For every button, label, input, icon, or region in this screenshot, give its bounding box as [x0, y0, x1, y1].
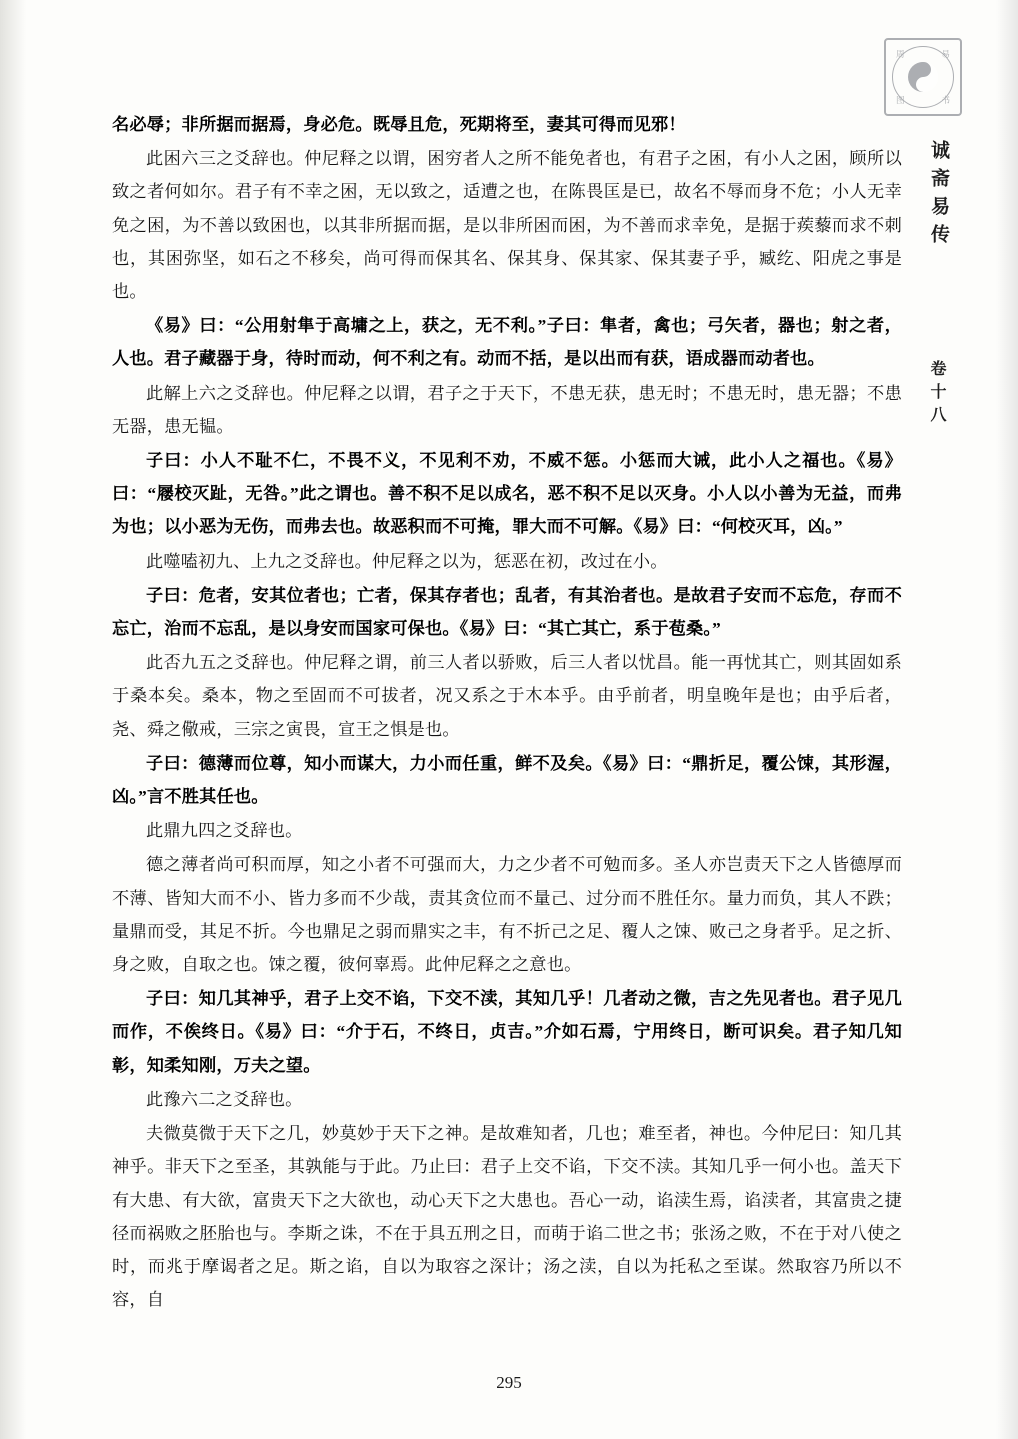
paragraph: 此否九五之爻辞也。仲尼释之谓，前三人者以骄败，后三人者以忧昌。能一再忧其亡，则其固如系于桑本矣。桑本，物之至固而不可拔者，况又系之于木本乎。由乎前者，明皇晚年是也；由乎后者，尧、舜之儆戒，三宗之寅畏，宣王之惧是也。: [112, 653, 902, 739]
seal-char-0: 周: [896, 49, 905, 59]
seal-characters: [893, 47, 953, 107]
seal-inner: [892, 46, 954, 108]
paragraph: 子曰：危者，安其位者也；亡者，保其存者也；乱者，有其治者也。是故君子安而不忘危，存而不忘亡，治而不忘乱，是以身安而国家可保也。《易》曰：“其亡其亡，系于苞桑。”: [112, 585, 902, 639]
paragraph: 德之薄者尚可积而厚，知之小者不可强而大，力之少者不可勉而多。圣人亦岂责天下之人皆德厚而不薄、皆知大而不小、皆力多而不少哉，责其贪位而不量己、过分而不胜任尔。量力而负，其人不跌；量鼎而受，其足不折。今也鼎足之弱而鼎实之丰，有不折己之足、覆人之𫗧、败己之身者乎。足之折、身之败，自取之也。𫗧之覆，彼何辜焉。此仲尼释之之意也。: [112, 855, 902, 975]
seal-char-1: 易: [941, 49, 950, 59]
seal-char-2: 图: [896, 94, 905, 105]
paragraph: 《易》曰：“公用射隼于高墉之上，获之，无不利。”子曰：隼者，禽也；弓矢者，器也；射之者，人也。君子藏器于身，待时而动，何不利之有。动而不括，是以出而有获，语成器而动者也。: [112, 316, 902, 369]
paragraph: 名必辱；非所据而据焉，身必危。既辱且危，死期将至，妻其可得而见邪！: [112, 115, 686, 134]
paragraph: 此鼎九四之爻辞也。: [146, 821, 303, 841]
paragraph: 子曰：德薄而位尊，知小而谋大，力小而任重，鲜不及矣。《易》曰：“鼎折足，覆公𫗧，其形渥，凶。”言不胜其任也。: [112, 753, 902, 807]
seal-char-3: 书: [941, 94, 950, 105]
paragraph: 子曰：小人不耻不仁，不畏不义，不见利不劝，不威不惩。小惩而大诫，此小人之福也。《易》曰：“屦校灭趾，无咎。”此之谓也。善不积不足以成名，恶不积不足以灭身。小人以小善为无益，而弗为也；以小恶为无伤，而弗去也。故恶积而不可掩，罪大而不可解。《易》曰：“何校灭耳，凶。”: [112, 451, 902, 537]
paragraph: 子曰：知几其神乎，君子上交不谄，下交不渎，其知几乎！几者动之微，吉之先见者也。君子见几而作，不俟终日。《易》曰：“介于石，不终日，贞吉。”介如石焉，宁用终日，断可识矣。君子知几知彰，知柔知刚，万夫之望。: [112, 989, 902, 1075]
page-number: 295: [496, 1373, 522, 1392]
paragraph: 此解上六之爻辞也。仲尼释之以谓，君子之于天下，不患无获，患无时；不患无时，患无器；不患无器，患无韫。: [112, 383, 902, 436]
taiji-seal-icon: [884, 38, 962, 116]
book-title-vertical: 诚斋易传: [928, 140, 949, 252]
paragraph: 此困六三之爻辞也。仲尼释之以谓，困穷者人之所不能免者也，有君子之困，有小人之困，顾所以致之者何如尔。君子有不幸之困，无以致之，适遭之也，在陈畏匡是已，故名不辱而身不危；小人无幸免之困，为不善以致困也，以其非所据而据，是以非所困而困，为不善而求幸免，是据于蒺藜而求不刺也，其困弥坚，如石之不移矣，尚可得而保其名、保其身、保其家、保其妻子乎，臧纥、阳虎之事是也。: [112, 149, 902, 302]
page-body: [112, 108, 902, 1317]
paragraph: 此噬嗑初九、上九之爻辞也。仲尼释之以为，惩恶在初，改过在小。: [146, 551, 668, 571]
volume-label-vertical: 卷十八: [928, 360, 945, 429]
paragraph: 此豫六二之爻辞也。: [146, 1089, 303, 1109]
paragraph: 夫微莫微于天下之几，妙莫妙于天下之神。是故难知者，几也；难至者，神也。今仲尼曰：知几其神乎。非天下之至圣，其孰能与于此。乃止曰：君子上交不谄，下交不渎。其知几乎一何小也。盖天下有大患、有大欲，富贵天下之大欲也，动心天下之大患也。吾心一动，谄渎生焉，谄渎者，其富贵之捷径而祸败之胚胎也与。李斯之诛，不在于具五刑之日，而萌于谄二世之书；张汤之败，不在于对八使之时，而兆于摩谒者之足。斯之谄，自以为取容之深计；汤之渎，自以为托私之至谋。然取容乃所以不容，自: [112, 1124, 902, 1310]
